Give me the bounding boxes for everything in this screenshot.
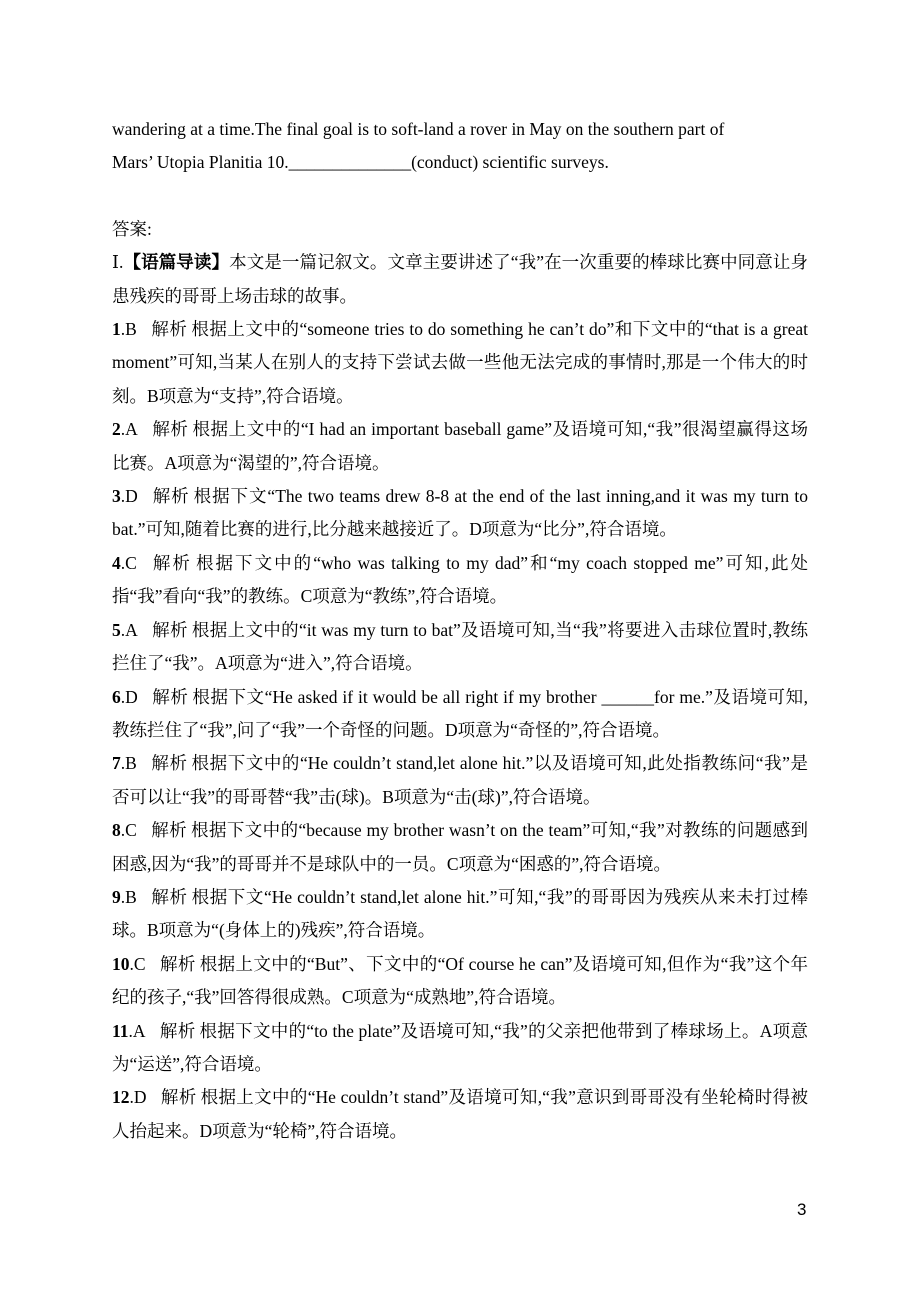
analysis-label: 解析 (151, 419, 189, 440)
answer-item (112, 614, 808, 681)
item-explanation: 根据上文中的“But”、下文中的“Of course he can”及语境可知,但作为“我”这个年纪的孩子,“我”回答得很成熟。C项意为“成熟地”,符合语境。 (112, 953, 809, 1008)
item-answer: .A (128, 1020, 146, 1041)
item-number: 1 (112, 319, 121, 340)
intro-paragraph (112, 246, 808, 313)
item-answer: .C (120, 820, 137, 841)
item-answer: .A (120, 619, 138, 640)
item-answer: .B (120, 753, 137, 774)
item-explanation: 根据下文中的“He couldn’t stand,let alone hit.”以及语境可知,此处指教练问“我”是否可以让“我”的哥哥替“我”击(球)。B项意为“击(球)”,符合语境。 (112, 753, 809, 807)
item-answer: .A (120, 419, 138, 440)
item-explanation: 根据下文中的“to the plate”及语境可知,“我”的父亲把他带到了棒球场上。A项意为“运送”,符合语境。 (112, 1020, 808, 1074)
item-answer: .D (120, 686, 138, 707)
analysis-label: 解析 (150, 552, 192, 573)
answer-item (112, 747, 808, 814)
item-answer: .B (120, 886, 137, 907)
analysis-label: 解析 (159, 953, 196, 974)
item-explanation: 根据上文中的“someone tries to do something he can’t do”和下文中的“that is a great moment”可知,当某人在别人的支持下尝试去做一些他无法完成的事情时,那是一个伟大的时刻。B项意为“支持”,符合语境。 (112, 319, 809, 406)
answer-item (112, 948, 808, 1015)
intro-text: 本文是一篇记叙文。文章主要讲述了“我”在一次重要的棒球比赛中同意让身患残疾的哥哥上场击球的故事。 (112, 252, 808, 306)
passage-line: wandering at a time.The final goal is to soft-land a rover in May on the southern part of (112, 119, 725, 139)
item-answer: .D (120, 486, 138, 507)
item-number: 2 (112, 419, 121, 440)
answer-list (112, 313, 808, 1148)
answer-item (112, 881, 808, 948)
analysis-label: 解析 (151, 486, 190, 507)
item-explanation: 根据下文“He asked if it would be all right if my brother ______for me.”及语境可知,教练拦住了“我”,问了“我”一个奇怪的问题。D项意为“奇怪的”,符合语境。 (112, 686, 808, 740)
answer-item (112, 1081, 808, 1148)
answer-item (112, 413, 808, 480)
analysis-label: 解析 (150, 319, 188, 340)
intro-prefix: Ⅰ. (112, 252, 124, 273)
analysis-label: 解析 (150, 886, 188, 907)
item-number: 7 (112, 753, 121, 774)
item-explanation: 根据下文中的“who was talking to my dad”和“my coach stopped me”可知,此处指“我”看向“我”的教练。C项意为“教练”,符合语境。 (112, 552, 808, 607)
answer-item (112, 313, 808, 413)
passage-line: Mars’ Utopia Planitia 10.______________(conduct) scientific surveys. (112, 152, 609, 173)
item-explanation: 根据上文中的“He couldn’t stand”及语境可知,“我”意识到哥哥没有坐轮椅时得被人抬起来。D项意为“轮椅”,符合语境。 (112, 1087, 808, 1141)
item-number: 9 (112, 886, 121, 907)
analysis-label: 解析 (151, 619, 188, 640)
answer-item (112, 681, 808, 748)
item-number: 8 (112, 820, 121, 841)
answer-item (112, 814, 808, 881)
answer-item (112, 1015, 808, 1082)
page-number: 3 (797, 1200, 807, 1219)
item-answer: .D (129, 1087, 147, 1108)
item-number: 6 (112, 686, 121, 707)
item-answer: .C (129, 953, 146, 974)
item-explanation: 根据下文中的“because my brother wasn’t on the team”可知,“我”对教练的问题感到困惑,因为“我”的哥哥并不是球队中的一员。C项意为“困惑的”,符合语境。 (112, 820, 808, 874)
item-explanation: 根据上文中的“it was my turn to bat”及语境可知,当“我”将要进入击球位置时,教练拦住了“我”。A项意为“进入”,符合语境。 (112, 619, 808, 674)
analysis-label: 解析 (159, 1020, 196, 1041)
item-number: 12 (112, 1087, 130, 1108)
intro-tag: 【语篇导读】 (123, 252, 230, 273)
item-number: 10 (112, 953, 130, 974)
analysis-label: 解析 (151, 686, 189, 707)
analysis-label: 解析 (160, 1087, 197, 1108)
document-body (112, 113, 808, 1148)
item-answer: .C (120, 552, 137, 573)
item-explanation: 根据下文“He couldn’t stand,let alone hit.”可知,“我”的哥哥因为残疾从来未打过棒球。B项意为“(身体上的)残疾”,符合语境。 (112, 886, 809, 941)
item-number: 5 (112, 619, 121, 640)
answer-item (112, 547, 808, 614)
item-explanation: 根据下文“The two teams drew 8-8 at the end of the last inning,and it was my turn to bat.”可知,随着比赛的进行,比分越来越接近了。D项意为“比分”,符合语境。 (112, 486, 809, 540)
analysis-label: 解析 (150, 820, 188, 841)
item-number: 11 (112, 1020, 129, 1041)
item-answer: .B (120, 319, 137, 340)
item-number: 4 (112, 552, 121, 573)
answers-heading: 答案: (112, 218, 152, 239)
answer-item (112, 480, 808, 547)
item-explanation: 根据上文中的“I had an important baseball game”及语境可知,“我”很渴望赢得这场比赛。A项意为“渴望的”,符合语境。 (112, 419, 808, 473)
analysis-label: 解析 (150, 753, 188, 774)
item-number: 3 (112, 486, 121, 507)
